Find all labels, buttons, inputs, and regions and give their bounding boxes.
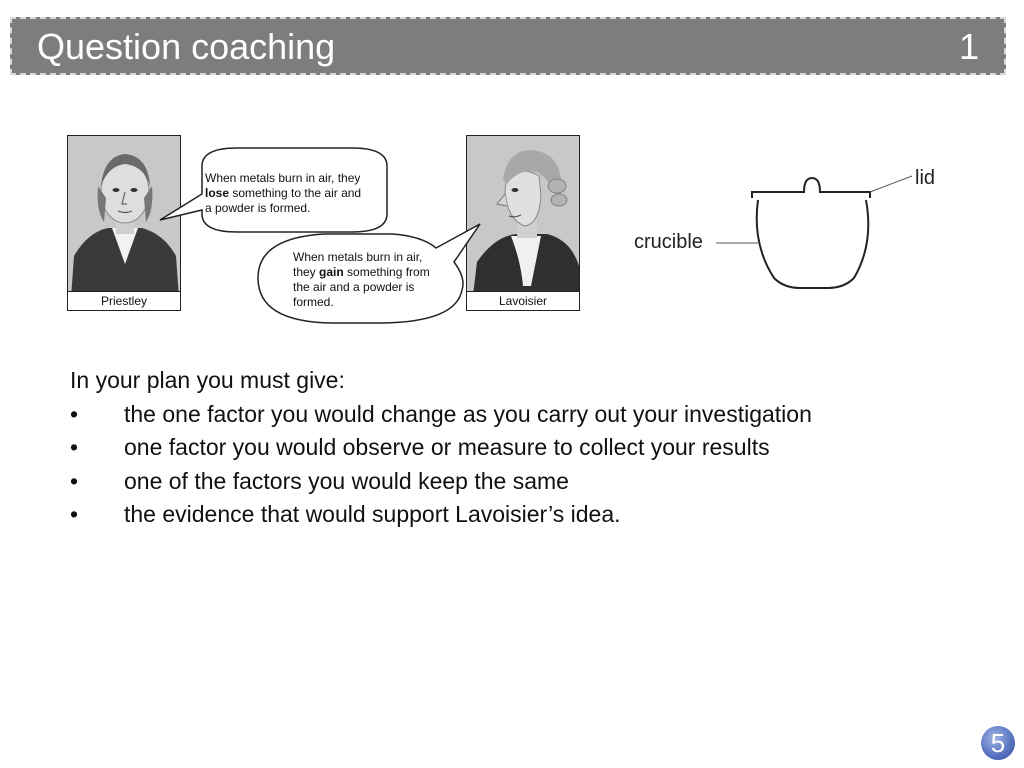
lid-label: lid	[915, 167, 936, 189]
question-number: 1	[958, 26, 979, 67]
question-figure	[62, 130, 962, 330]
bullet: •	[70, 400, 79, 427]
plan-item: • the one factor you would change as you carry out your investigation	[70, 398, 970, 432]
slide-title: Question coaching	[37, 26, 336, 67]
bullet: •	[70, 467, 79, 494]
crucible-label: crucible	[634, 231, 703, 253]
plan-item: • one of the factors you would keep the same	[70, 465, 970, 499]
priestley-bubble-text: When metals burn in air, they lose something to the air and a powder is formed.	[205, 171, 362, 215]
page-number-badge: 5	[981, 726, 1015, 760]
crucible-diagram	[62, 130, 962, 330]
lavoisier-caption: Lavoisier	[467, 291, 579, 310]
priestley-caption: Priestley	[68, 291, 180, 310]
bullet: •	[70, 501, 79, 527]
lavoisier-bubble-text: When metals burn in air, they gain something from the air and a powder is formed.	[293, 250, 430, 309]
plan-intro: In your plan you must give:	[70, 367, 345, 393]
lid-pointer-line	[870, 176, 912, 192]
slide-header	[10, 17, 1006, 75]
plan-item: • the evidence that would support Lavoisier’s idea.	[70, 498, 970, 532]
crucible-shape	[757, 200, 869, 288]
bullet: •	[70, 434, 79, 460]
plan-item: • one factor you would observe or measure to collect your results	[70, 431, 970, 465]
lid-shape	[752, 178, 870, 198]
plan-instructions	[70, 364, 970, 532]
